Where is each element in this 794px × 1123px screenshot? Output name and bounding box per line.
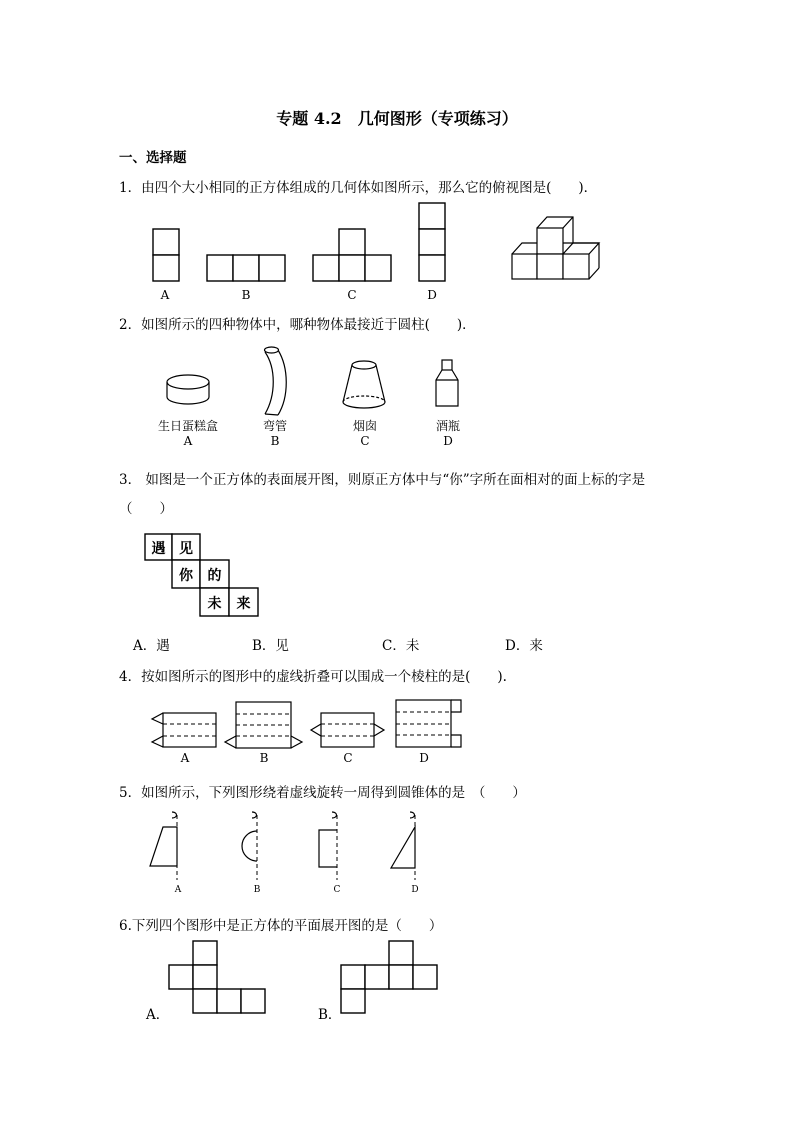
net-char-4: 的 [207, 568, 222, 584]
q6-net-a [169, 941, 265, 1013]
question-5-text: 5．如图所示，下列图形绕着虚线旋转一周得到圆锥体的是 （ ） [119, 785, 526, 801]
q4-label-a: A [180, 751, 190, 765]
q5-label-c: C [333, 885, 341, 895]
q3-option-a: A．遇 [133, 638, 170, 654]
q2-label-a: A [183, 434, 193, 448]
q3-option-d: D．来 [505, 638, 543, 654]
q2-caption-d: 酒瓶 [435, 419, 460, 433]
net-char-3: 你 [179, 568, 193, 584]
q1-label-b: B [241, 288, 251, 302]
net-char-1: 遇 [151, 541, 166, 557]
question-4-text: 4．按如图所示的图形中的虚线折叠可以围成一个棱柱的是( ). [119, 669, 507, 685]
net-char-5: 未 [207, 596, 222, 612]
question-2-text: 2．如图所示的四种物体中，哪种物体最接近于圆柱( )． [119, 317, 476, 333]
page-title: 专题 4.2 几何图形（专项练习） [276, 109, 518, 128]
q2-label-c: C [360, 434, 370, 448]
net-char-6: 来 [236, 596, 251, 612]
q2-label-b: B [270, 434, 280, 448]
q4-label-b: B [259, 751, 269, 765]
q6-net-b [341, 941, 437, 1013]
net-char-2: 见 [179, 541, 193, 557]
question-3-text-line2: （ ） [119, 501, 173, 517]
q4-label-d: D [419, 751, 429, 765]
q5-label-a: A [174, 885, 182, 895]
q1-label-c: C [347, 288, 357, 302]
q5-label-b: B [253, 885, 261, 895]
q6-option-b: B． [318, 1007, 342, 1023]
question-3-text-line1: 3． 如图是一个正方体的表面展开图，则原正方体中与“你”字所在面相对的面上标的字是 [119, 472, 646, 488]
q2-label-d: D [443, 434, 453, 448]
question-6-text: 6.下列四个图形中是正方体的平面展开图的是（ ） [119, 918, 443, 934]
q3-option-c: C．未 [382, 638, 420, 654]
q1-label-a: A [160, 288, 170, 302]
q6-option-a: A． [146, 1007, 170, 1023]
q1-label-d: D [427, 288, 437, 302]
q2-caption-c: 烟囱 [352, 419, 377, 433]
section-heading: 一、选择题 [119, 150, 187, 166]
q4-label-c: C [343, 751, 353, 765]
question-1-text: 1．由四个大小相同的正方体组成的几何体如图所示，那么它的俯视图是( )． [119, 180, 598, 196]
q3-option-b: B．见 [252, 638, 289, 654]
q2-caption-a: 生日蛋糕盒 [157, 419, 218, 433]
q5-label-d: D [411, 885, 419, 895]
q2-caption-b: 弯管 [262, 419, 287, 433]
